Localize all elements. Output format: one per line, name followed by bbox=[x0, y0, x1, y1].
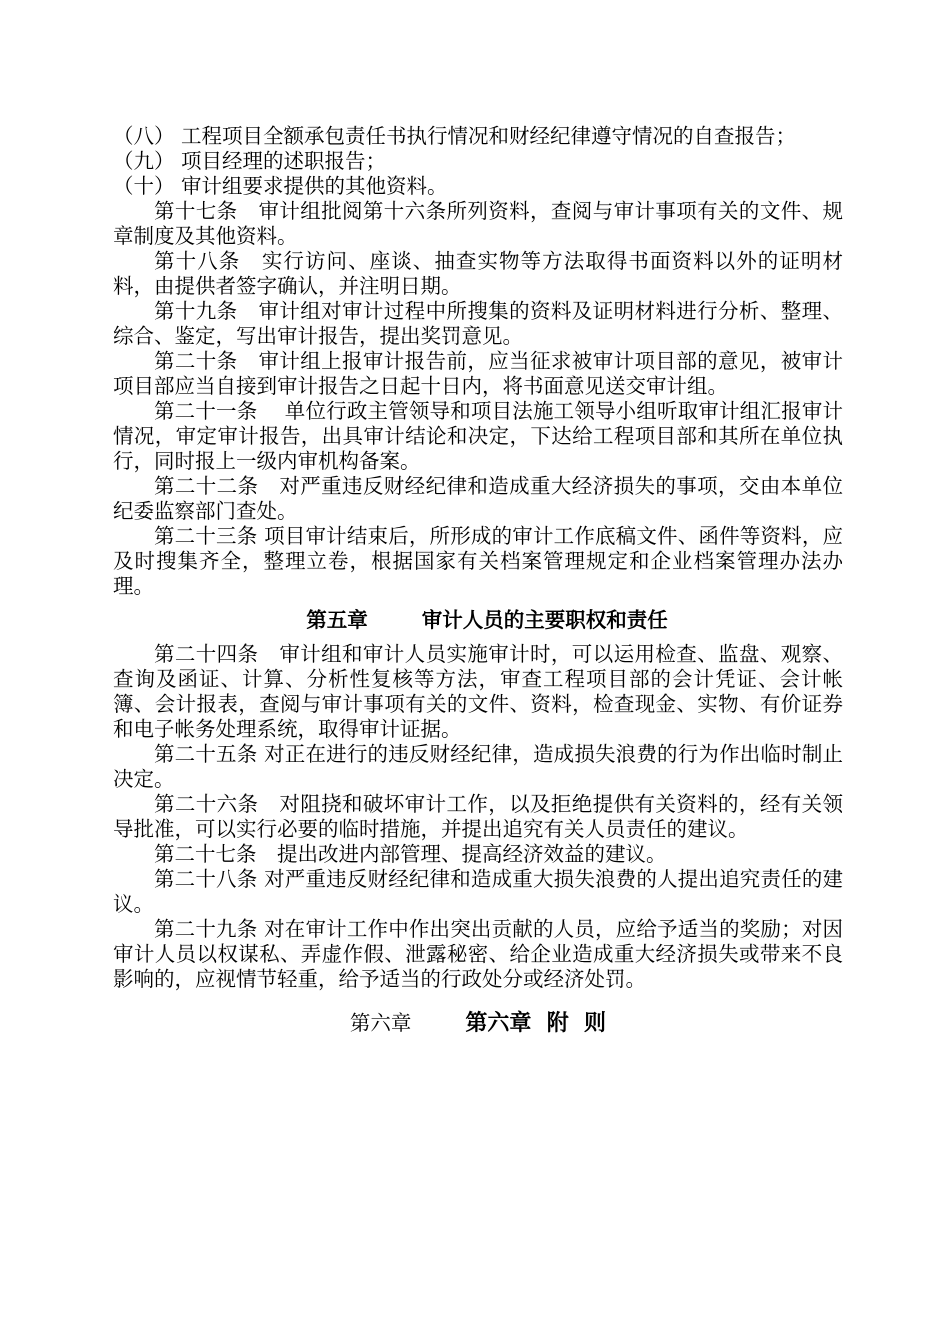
article-25: 第二十五条 对正在进行的违反财经纪律，造成损失浪费的行为作出临时制止决定。 bbox=[113, 742, 843, 791]
article-20: 第二十条 审计组上报审计报告前，应当征求被审计项目部的意见，被审计项目部应当自接到审计报告之日起十日内，将书面意见送交审计组。 bbox=[113, 349, 843, 398]
document-page bbox=[113, 124, 843, 1046]
chapter-6-title: 第六章 附 则 bbox=[465, 1011, 607, 1036]
article-22: 第二十二条 对严重违反财经纪律和造成重大经济损失的事项，交由本单位纪委监察部门查处。 bbox=[113, 474, 843, 523]
article-24: 第二十四条 审计组和审计人员实施审计时，可以运用检查、监盘、观察、查询及函证、计算、分析性复核等方法，审查工程项目部的会计凭证、会计帐簿、会计报表，查阅与审计事项有关的文件、资料，检查现金、实物、有价证券和电子帐务处理系统，取得审计证据。 bbox=[113, 642, 843, 741]
chapter-5-number: 第五章 bbox=[306, 608, 368, 632]
article-23: 第二十三条 项目审计结束后，所形成的审计工作底稿文件、函件等资料，应及时搜集齐全，整理立卷，根据国家有关档案管理规定和企业档案管理办法办理。 bbox=[113, 524, 843, 598]
article-28: 第二十八条 对严重违反财经纪律和造成重大损失浪费的人提出追究责任的建议。 bbox=[113, 867, 843, 916]
article-17: 第十七条 审计组批阅第十六条所列资料，查阅与审计事项有关的文件、规章制度及其他资料。 bbox=[113, 199, 843, 248]
chapter-6-prefix: 第六章 bbox=[349, 1011, 412, 1035]
article-19: 第十九条 审计组对审计过程中所搜集的资料及证明材料进行分析、整理、综合、鉴定，写出审计报告，提出奖罚意见。 bbox=[113, 299, 843, 348]
article-18: 第十八条 实行访问、座谈、抽查实物等方法取得书面资料以外的证明材料，由提供者签字确认，并注明日期。 bbox=[113, 249, 843, 298]
item-8: （八） 工程项目全额承包责任书执行情况和财经纪律遵守情况的自查报告； bbox=[113, 124, 797, 148]
article-27: 第二十七条 提出改进内部管理、提高经济效益的建议。 bbox=[154, 842, 667, 866]
item-10: （十） 审计组要求提供的其他资料。 bbox=[113, 174, 448, 198]
article-21: 第二十一条 单位行政主管领导和项目法施工领导小组听取审计组汇报审计情况，审定审计报告，出具审计结论和决定，下达给工程项目部和其所在单位执行，同时报上一级内审机构备案。 bbox=[113, 399, 843, 473]
item-9: （九） 项目经理的述职报告； bbox=[113, 149, 387, 173]
chapter-5-title: 审计人员的主要职权和责任 bbox=[421, 608, 668, 632]
chapter-6-heading bbox=[113, 1000, 843, 1046]
article-26: 第二十六条 对阻挠和破坏审计工作，以及拒绝提供有关资料的，经有关领导批准，可以实行必要的临时措施，并提出追究有关人员责任的建议。 bbox=[113, 792, 843, 841]
chapter-5-heading bbox=[113, 599, 843, 642]
article-29: 第二十九条 对在审计工作中作出突出贡献的人员，应给予适当的奖励；对因审计人员以权谋私、弄虚作假、泄露秘密、给企业造成重大经济损失或带来不良影响的，应视情节轻重，给予适当的行政处分或经济处罚。 bbox=[113, 917, 843, 991]
